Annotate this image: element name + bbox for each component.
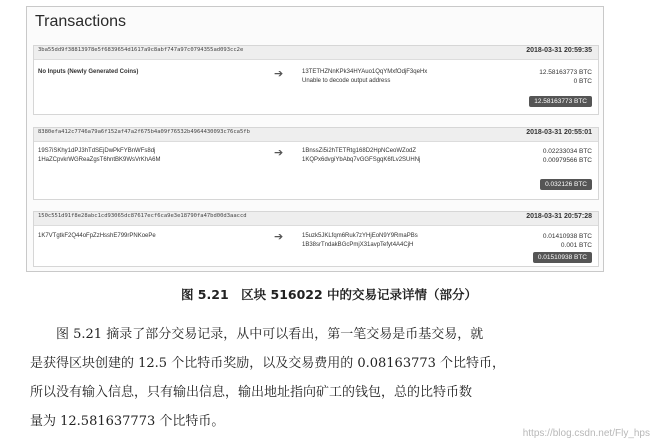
input-address[interactable]: 19S7iSKhy1dPJ3hTdSEjDwPkFYBnWFs8dj bbox=[38, 148, 156, 154]
input-address[interactable]: 1HaZCpvkrWGReaZgsT6hntBK9WsVrKhA6M bbox=[38, 157, 161, 163]
total-amount-badge[interactable]: 0.01510938 BTC bbox=[533, 252, 592, 263]
output-address[interactable]: 1KQPx6dvgiYbAbq7vGGFSgqK6fLv2SUHNj bbox=[302, 157, 421, 163]
transaction-hash[interactable]: 150c551d91f8e28abc1cd93065dc87617ecf6ca9e3e18790fa47bd00d3aaccd bbox=[38, 213, 247, 219]
output-address[interactable]: 13TETHZNnKPk34HYAuo1QqYMxfOdjF3qeHx bbox=[302, 69, 428, 75]
output-address[interactable]: 1BnssZi5i2hTETRtg168D2HpNCeoWZodZ bbox=[302, 148, 417, 154]
transaction-amounts bbox=[539, 68, 592, 86]
transaction-inputs bbox=[38, 68, 138, 77]
transaction-card bbox=[33, 211, 599, 267]
transaction-outputs bbox=[302, 68, 427, 86]
figure-title: Transactions bbox=[35, 13, 126, 30]
transaction-card bbox=[33, 127, 599, 200]
output-amount: 0.00979566 BTC bbox=[542, 157, 592, 164]
transaction-outputs bbox=[302, 232, 418, 250]
transaction-time: 2018-03-31 20:57:28 bbox=[526, 213, 592, 220]
body-paragraph bbox=[30, 320, 630, 436]
transactions-figure bbox=[26, 6, 604, 272]
transaction-header bbox=[34, 212, 598, 226]
output-amount: 12.58163773 BTC bbox=[539, 69, 592, 76]
output-address: Unable to decode output address bbox=[302, 78, 391, 84]
transaction-inputs bbox=[38, 232, 156, 241]
paragraph-line: 是获得区块创建的 12.5 个比特币奖励，以及交易费用的 0.08163773 个比特币， bbox=[30, 356, 506, 371]
output-amount: 0.001 BTC bbox=[560, 242, 592, 249]
figure-caption: 图 5.21 区块 516022 中的交易记录详情（部分） bbox=[180, 287, 478, 302]
watermark: https://blog.csdn.net/Fly_hps bbox=[522, 428, 650, 439]
transaction-time: 2018-03-31 20:59:35 bbox=[526, 47, 592, 54]
output-address[interactable]: 15uzk5JKLfqm6Ruk7zYHjEoN9Y9RmaPBs bbox=[302, 233, 418, 239]
paragraph-line: 量为 12.581637773 个比特币。 bbox=[30, 414, 225, 429]
arrow-right-icon: ➔ bbox=[274, 230, 284, 243]
output-amount: 0.02233034 BTC bbox=[542, 148, 592, 155]
transaction-inputs bbox=[38, 147, 160, 165]
paragraph-line: 所以没有输入信息，只有输出信息，输出地址指向矿工的钱包，总的比特币数 bbox=[30, 385, 473, 400]
transaction-amounts bbox=[543, 147, 592, 165]
arrow-right-icon: ➔ bbox=[274, 67, 284, 80]
coinbase-input-label: No Inputs (Newly Generated Coins) bbox=[38, 69, 139, 75]
transaction-hash[interactable]: 8380efa412c7746a79a6f152af47a2f675b4a09f76532b4964430093c76ca5fb bbox=[38, 129, 250, 135]
transaction-header bbox=[34, 128, 598, 142]
paragraph-line: 图 5.21 摘录了部分交易记录，从中可以看出，第一笔交易是币基交易，就 bbox=[56, 327, 484, 342]
transaction-outputs bbox=[302, 147, 420, 165]
transaction-card bbox=[33, 45, 599, 115]
transaction-header bbox=[34, 46, 598, 60]
transaction-amounts bbox=[543, 232, 592, 250]
transaction-time: 2018-03-31 20:55:01 bbox=[526, 129, 592, 136]
output-amount: 0.01410938 BTC bbox=[542, 233, 592, 240]
output-address[interactable]: 1B38srTndakBGcPmjX31avpTefyt4A4CjH bbox=[302, 242, 414, 248]
total-amount-badge[interactable]: 12.58163773 BTC bbox=[529, 96, 592, 107]
input-address[interactable]: 1K7VTgtkF2Q44oFpZzHsshE799rPNKoePe bbox=[38, 233, 156, 239]
arrow-right-icon: ➔ bbox=[274, 146, 284, 159]
output-amount: 0 BTC bbox=[573, 78, 592, 85]
transaction-hash[interactable]: 3ba55dd9f38813978e5f6839654d1617a9c8abf747a97c0794355ad093cc2e bbox=[38, 47, 244, 53]
total-amount-badge[interactable]: 0.032126 BTC bbox=[540, 179, 592, 190]
